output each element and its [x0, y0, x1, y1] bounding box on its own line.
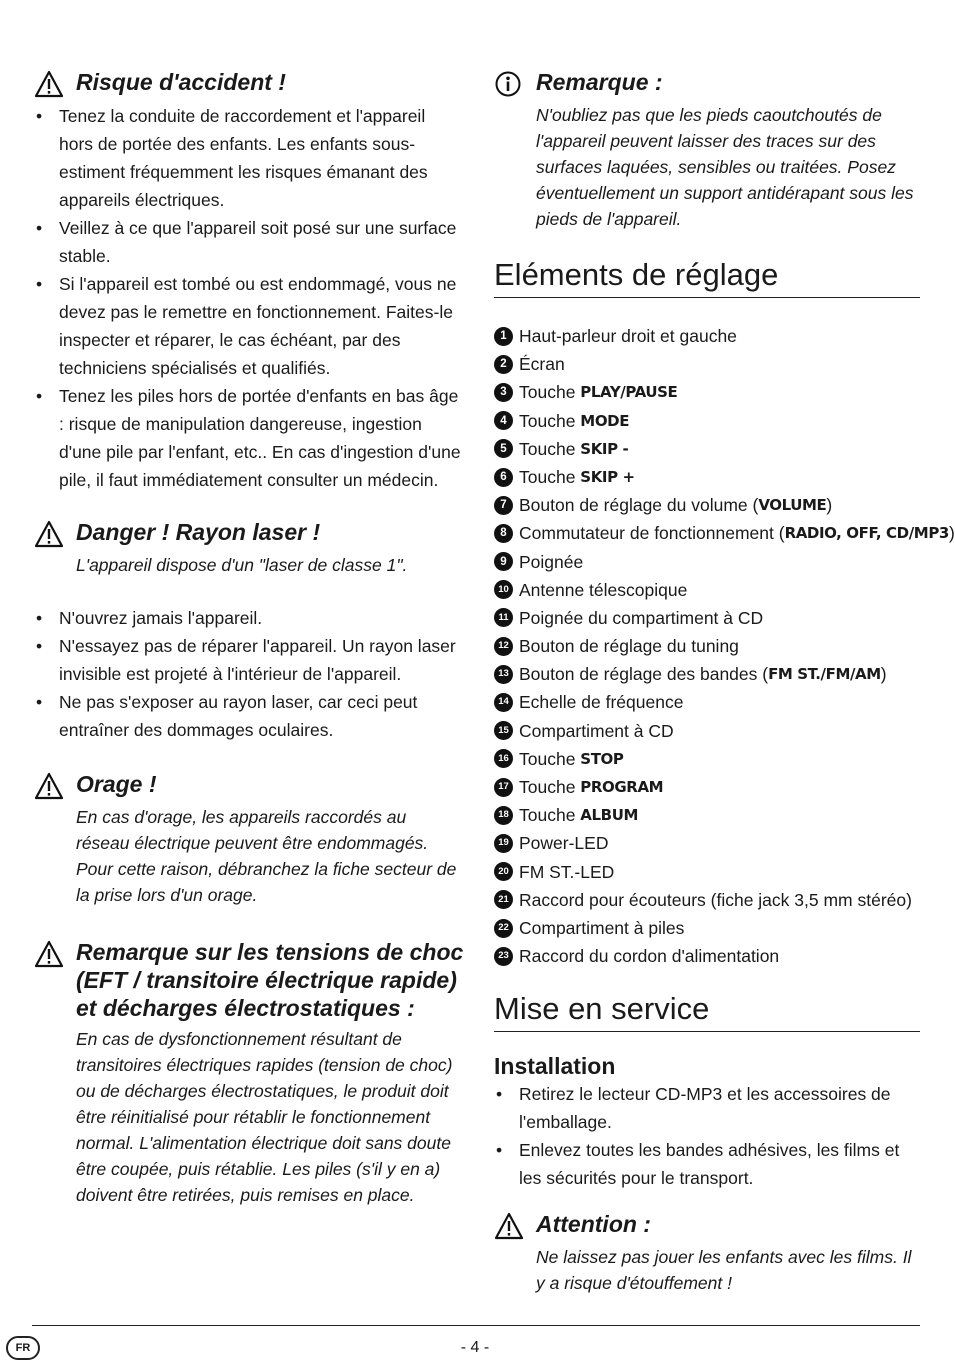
- number-badge: 1: [494, 327, 513, 346]
- control-item: [494, 604, 920, 632]
- control-item: [494, 548, 920, 576]
- control-item: [494, 660, 920, 688]
- control-keyword: SKIP -: [580, 439, 629, 458]
- attention-heading: [494, 1210, 920, 1240]
- risk-list: [34, 102, 464, 494]
- control-item: [494, 942, 920, 970]
- controls-heading: Eléments de réglage: [494, 256, 920, 298]
- control-keyword: ALBUM: [580, 806, 639, 825]
- number-badge: 12: [494, 637, 513, 656]
- info-icon: [494, 70, 524, 98]
- control-text: Bouton de réglage du tuning: [519, 636, 739, 657]
- controls-list: [494, 322, 955, 970]
- control-text: Bouton de réglage du volume (: [519, 495, 759, 516]
- service-heading: Mise en service: [494, 990, 920, 1032]
- list-item: • Veillez à ce que l'appareil soit posé sur une surface stable.: [34, 214, 464, 270]
- page-number: - 4 -: [460, 1339, 490, 1356]
- control-text: Touche: [519, 805, 581, 826]
- control-text-after: ): [880, 664, 887, 685]
- control-item: [494, 745, 920, 773]
- right-column: [494, 68, 955, 1296]
- footer-divider: [32, 1325, 920, 1326]
- control-item: [494, 801, 920, 829]
- control-text: Touche: [519, 382, 581, 403]
- number-badge: 22: [494, 919, 513, 938]
- warning-triangle-icon: [494, 1212, 524, 1240]
- attention-text: Ne laissez pas jouer les enfants avec les films. Il y a risque d'étouffement !: [536, 1247, 912, 1294]
- remark-title: Remarque :: [536, 69, 663, 95]
- storm-section: [34, 770, 464, 908]
- control-keyword: PROGRAM: [580, 778, 664, 796]
- number-badge: 20: [494, 862, 513, 881]
- number-badge: 7: [494, 496, 513, 515]
- number-badge: 11: [494, 608, 513, 627]
- list-item: • Tenez la conduite de raccordement et l'appareil hors de portée des enfants. Les enfants sous-estiment fréquemment les risques émanant des appareils électriques.: [34, 102, 464, 214]
- storm-heading: [34, 770, 464, 800]
- remark-text: N'oubliez pas que les pieds caoutchoutés de l'appareil peuvent laisser des traces sur des surfaces laquées, sensibles ou traitées. Posez éventuellement un support antidérapant sous les pieds de l'appareil.: [536, 105, 914, 229]
- warning-triangle-icon: [34, 70, 64, 98]
- number-badge: 18: [494, 806, 513, 825]
- number-badge: 23: [494, 947, 513, 966]
- control-text: Commutateur de fonctionnement (: [519, 523, 785, 544]
- warning-triangle-icon: [34, 520, 64, 548]
- number-badge: 9: [494, 552, 513, 571]
- control-keyword: PLAY/PAUSE: [580, 383, 678, 402]
- eft-heading: [34, 938, 464, 1022]
- control-item: [494, 858, 920, 886]
- list-item: • N'ouvrez jamais l'appareil.: [34, 604, 464, 632]
- risk-section: [34, 68, 464, 494]
- control-keyword: SKIP +: [580, 467, 635, 486]
- list-item: • Retirez le lecteur CD-MP3 et les accessoires de l'emballage.: [494, 1080, 920, 1136]
- number-badge: 21: [494, 890, 513, 909]
- control-item: [494, 491, 920, 519]
- language-badge: FR: [6, 1336, 40, 1360]
- control-item: [494, 632, 920, 660]
- remark-section: [494, 68, 920, 232]
- storm-title: Orage !: [76, 771, 157, 797]
- control-text: FM ST.-LED: [519, 861, 615, 882]
- laser-list: [34, 604, 464, 744]
- control-text: Bouton de réglage des bandes (: [519, 664, 769, 685]
- list-item: • Si l'appareil est tombé ou est endommagé, vous ne devez pas le remettre en fonctionnement. Faites-le inspecter et réparer, le cas échéant, par des techniciens spécialisés et qualifiés.: [34, 270, 464, 382]
- installation-heading: Installation: [494, 1053, 616, 1080]
- laser-title: Danger ! Rayon laser !: [76, 519, 321, 545]
- list-item: • N'essayez pas de réparer l'appareil. Un rayon laser invisible est projeté à l'intérieur de l'appareil.: [34, 632, 464, 688]
- eft-text: En cas de dysfonctionnement résultant de transitoires électriques rapides (tension de choc) ou de décharges électrostatiques, le produit doit être réinitialisé pour rétablir le fonctionnement normal. L'alimentation électrique doit sans doute être coupée, puis rétablie. Les piles (s'il y en a) doivent être retirées, puis remises en place.: [76, 1029, 453, 1205]
- list-item: • Enlevez toutes les bandes adhésives, les films et les sécurités pour le transport.: [494, 1136, 920, 1192]
- control-item: [494, 886, 920, 914]
- control-text: Antenne télescopique: [519, 579, 688, 600]
- control-text: Touche: [519, 748, 581, 769]
- control-item: [494, 378, 920, 406]
- control-keyword: VOLUME: [758, 496, 827, 515]
- control-keyword: RADIO, OFF, CD/MP3: [784, 524, 949, 543]
- control-text: Raccord du cordon d'alimentation: [519, 946, 780, 967]
- number-badge: 4: [494, 411, 513, 430]
- control-text: Haut-parleur droit et gauche: [519, 326, 737, 346]
- control-item: [494, 773, 920, 801]
- control-text: Power-LED: [519, 833, 609, 854]
- control-item: [494, 688, 920, 716]
- control-keyword: FM ST./FM/AM: [768, 665, 881, 684]
- number-badge: 13: [494, 665, 513, 684]
- number-badge: 5: [494, 439, 513, 458]
- laser-heading: [34, 518, 464, 548]
- control-text: Touche: [519, 410, 581, 431]
- warning-triangle-icon: [34, 940, 64, 968]
- number-badge: 19: [494, 834, 513, 853]
- control-item: [494, 322, 920, 350]
- number-badge: 16: [494, 749, 513, 768]
- number-badge: 2: [494, 355, 513, 374]
- attention-section: [494, 1210, 920, 1296]
- control-text: Poignée: [519, 551, 584, 572]
- number-badge: 6: [494, 468, 513, 487]
- list-item: • Ne pas s'exposer au rayon laser, car ceci peut entraîner des dommages oculaires.: [34, 688, 464, 744]
- storm-text: En cas d'orage, les appareils raccordés au réseau électrique peuvent être endommagés. Pour cette raison, débranchez la fiche secteur de la prise lors d'un orage.: [76, 807, 457, 905]
- control-text: Raccord pour écouteurs (fiche jack 3,5 mm stéréo): [519, 889, 912, 910]
- control-item: [494, 350, 920, 378]
- control-item: [494, 717, 920, 745]
- control-text-after: ): [948, 523, 955, 544]
- left-column: [34, 68, 464, 1208]
- number-badge: 10: [494, 580, 513, 599]
- control-text: Echelle de fréquence: [519, 692, 684, 713]
- control-keyword: STOP: [580, 749, 624, 768]
- control-item: [494, 829, 920, 857]
- control-keyword: MODE: [580, 411, 630, 430]
- control-item: [494, 435, 920, 463]
- remark-heading: [494, 68, 920, 98]
- eft-section: [34, 938, 464, 1208]
- control-item: [494, 407, 920, 435]
- number-badge: 3: [494, 383, 513, 402]
- laser-text: L'appareil dispose d'un "laser de classe 1".: [76, 555, 408, 575]
- number-badge: 17: [494, 778, 513, 797]
- control-text: Touche: [519, 466, 581, 487]
- control-text-after: ): [826, 495, 833, 516]
- control-item: [494, 519, 955, 547]
- risk-heading: [34, 68, 464, 98]
- control-text: Touche: [519, 777, 581, 797]
- laser-section: [34, 518, 464, 744]
- number-badge: 8: [494, 524, 513, 543]
- control-item: [494, 463, 920, 491]
- warning-triangle-icon: [34, 772, 64, 800]
- control-text: Poignée du compartiment à CD: [519, 607, 764, 628]
- risk-title: Risque d'accident !: [76, 69, 286, 95]
- control-text: Touche: [519, 438, 581, 459]
- control-item: [494, 914, 920, 942]
- control-text: Compartiment à piles: [519, 917, 685, 938]
- attention-title: Attention :: [536, 1211, 651, 1238]
- control-item: [494, 576, 920, 604]
- eft-title: Remarque sur les tensions de choc (EFT / transitoire électrique rapide) et décharges électrostatiques :: [76, 939, 464, 1021]
- control-text: Écran: [519, 354, 565, 375]
- control-text: Compartiment à CD: [519, 720, 674, 741]
- list-item: • Tenez les piles hors de portée d'enfants en bas âge : risque de manipulation dangereuse, ingestion d'une pile par l'enfant, etc.. En cas d'ingestion d'une pile, il faut immédiatement consulter un médecin.: [34, 382, 464, 494]
- number-badge: 15: [494, 721, 513, 740]
- number-badge: 14: [494, 693, 513, 712]
- installation-list: [494, 1080, 920, 1192]
